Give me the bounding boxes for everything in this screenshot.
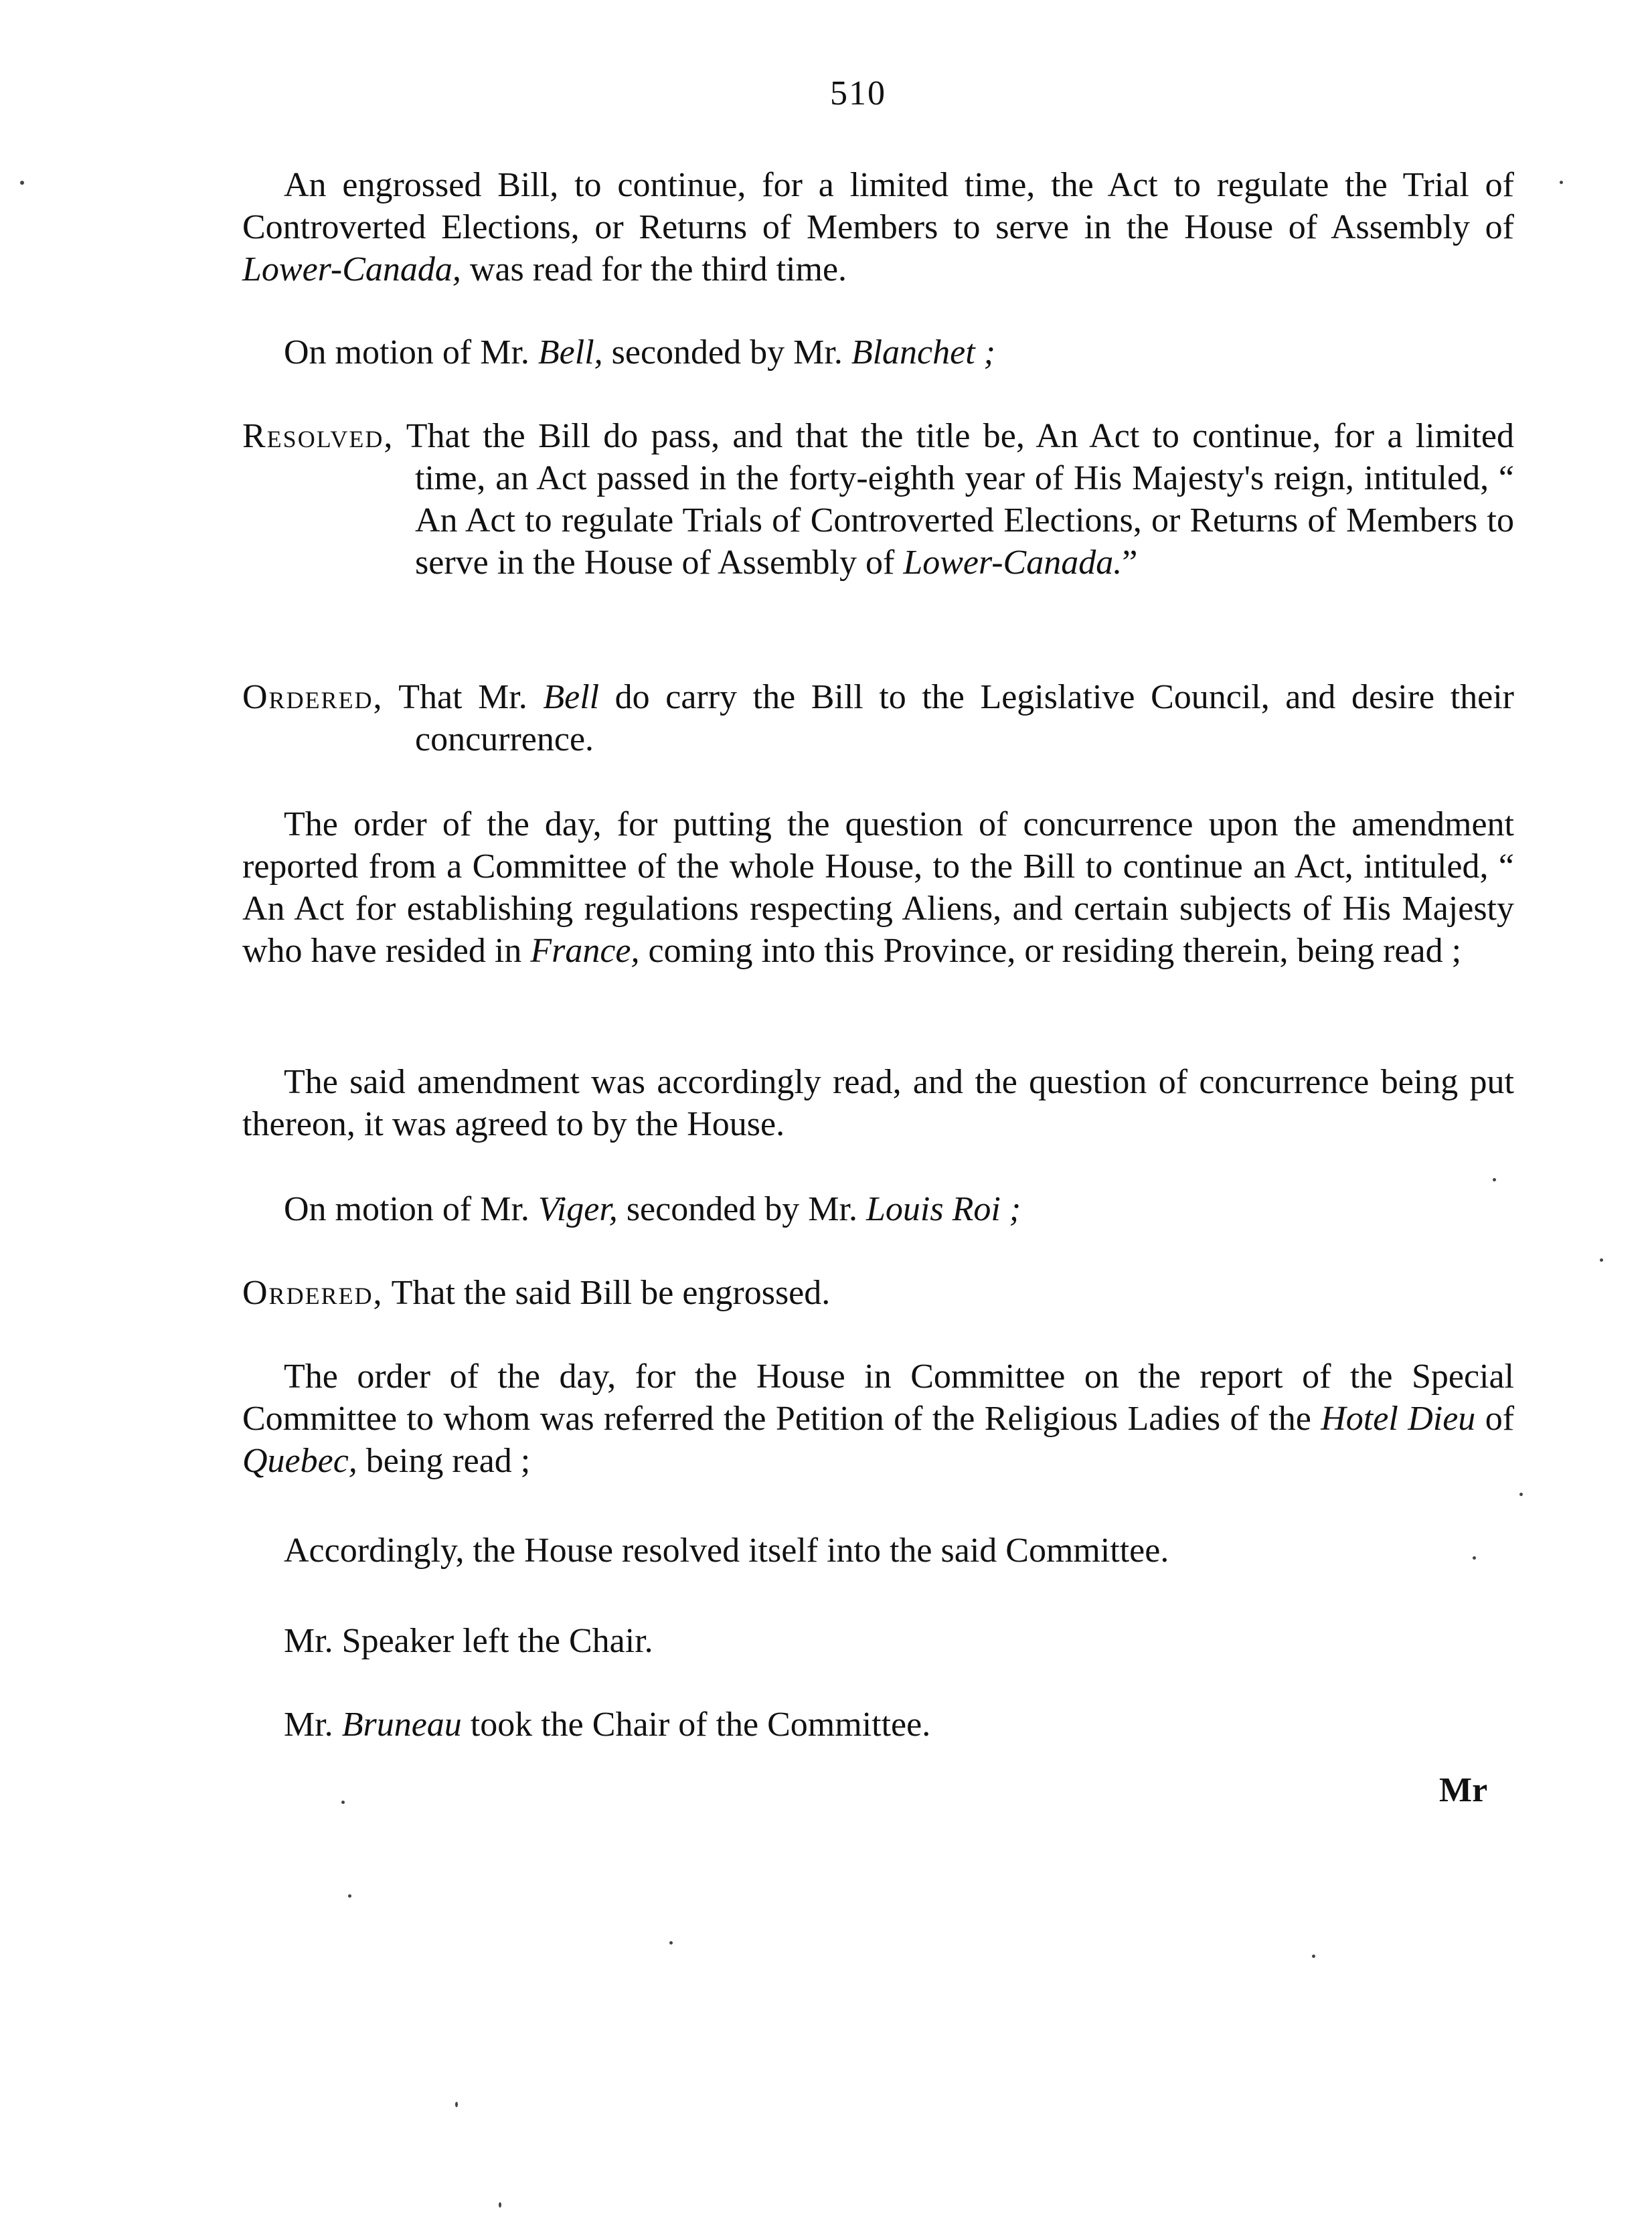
paragraph-text: On motion of Mr. bbox=[284, 333, 529, 372]
paragraph-text: took the Chair of the Committee. bbox=[470, 1706, 931, 1744]
italic-name: Bell, bbox=[538, 333, 603, 372]
paragraph-resolved bbox=[242, 415, 1514, 584]
catchword: Mr bbox=[1439, 1771, 1488, 1809]
paragraph-text: seconded by Mr. bbox=[626, 1190, 857, 1228]
italic-name: Bruneau bbox=[341, 1706, 462, 1744]
paragraph-text: was read for the third time. bbox=[469, 250, 847, 288]
page-number: 510 bbox=[830, 74, 886, 112]
paragraph-text: That the said Bill be engrossed. bbox=[391, 1274, 831, 1312]
paragraph-text: That the Bill do pass, and that the title be, An Act to continue, for a limited time, an Act passed in the forty-eighth year of His Majesty's reign, intituled, “ An Act to regulate Trials of Controverted Elections, or Returns of Members to serve in the House of Assembly of bbox=[406, 417, 1514, 582]
paragraph-text: coming into this Province, or residing therein, being read ; bbox=[648, 932, 1462, 970]
paragraph-speaker-left bbox=[242, 1620, 1514, 1662]
paragraph-bruneau-chair bbox=[242, 1704, 1514, 1746]
italic-name: Bell bbox=[543, 678, 600, 716]
paragraph-text: do carry the Bill to the Legislative Council, and desire their concurrence. bbox=[415, 678, 1514, 758]
paragraph-text: That Mr. bbox=[398, 678, 527, 716]
paragraph-motion-bell bbox=[242, 331, 1514, 374]
closing-quote: ” bbox=[1122, 544, 1138, 582]
italic-place: Lower-Canada. bbox=[903, 544, 1123, 582]
scan-speck bbox=[1519, 1493, 1523, 1496]
scan-speck bbox=[1600, 1258, 1603, 1262]
italic-place: France, bbox=[530, 932, 640, 970]
paragraph-text: The said amendment was accordingly read, and the question of concurrence being put thereon, it was agreed to by the House. bbox=[242, 1063, 1514, 1143]
scan-speck bbox=[341, 1801, 345, 1804]
scan-speck bbox=[20, 181, 24, 185]
scan-speck bbox=[1473, 1556, 1476, 1560]
paragraph-amendment-read bbox=[242, 1061, 1514, 1145]
italic-place: Quebec, bbox=[242, 1442, 357, 1480]
paragraph-text: An engrossed Bill, to continue, for a limited time, the Act to regulate the Trial of Controverted Elections, or Returns of Members to serve in the House of Assembly of bbox=[242, 166, 1514, 246]
paragraph-house-resolved bbox=[242, 1530, 1514, 1572]
paragraph-ordered-engrossed bbox=[242, 1272, 1514, 1314]
paragraph-text: On motion of Mr. bbox=[284, 1190, 529, 1228]
paragraph-order-aliens bbox=[242, 803, 1514, 972]
paragraph-order-hotel-dieu bbox=[242, 1355, 1514, 1482]
paragraph-text: being read ; bbox=[365, 1442, 531, 1480]
scan-speck bbox=[455, 2102, 458, 2107]
paragraph-text: Accordingly, the House resolved itself into the said Committee. bbox=[284, 1532, 1169, 1570]
scan-speck bbox=[348, 1894, 351, 1898]
italic-name: Viger, bbox=[538, 1190, 618, 1228]
italic-place: Lower-Canada, bbox=[242, 250, 461, 288]
paragraph-ordered-carry bbox=[242, 676, 1514, 760]
italic-name: Louis Roi ; bbox=[865, 1190, 1021, 1228]
paragraph-text: of bbox=[1485, 1400, 1515, 1438]
paragraph-engrossed-bill bbox=[242, 164, 1514, 291]
paragraph-text: The order of the day, for the House in Committee on the report of the Special Committee to whom was referred the Petition of the Religious Ladies of the bbox=[242, 1357, 1514, 1438]
scan-speck bbox=[669, 1941, 673, 1945]
scan-speck bbox=[499, 2202, 501, 2208]
resolved-label: Resolved, bbox=[242, 417, 394, 455]
italic-place: Hotel Dieu bbox=[1321, 1400, 1476, 1438]
scan-speck bbox=[1493, 1178, 1496, 1181]
paragraph-text: The order of the day, for putting the question of concurrence upon the amendment reported from a Committee of the whole House, to the Bill to continue an Act, intituled, “ An Act for establishing regulations respecting Aliens, and certain subjects of His Majesty who have resided in bbox=[242, 805, 1514, 970]
scan-speck bbox=[1560, 181, 1563, 184]
ordered-label: Ordered, bbox=[242, 1274, 384, 1312]
italic-name: Blanchet ; bbox=[851, 333, 995, 372]
paragraph-text: seconded by Mr. bbox=[611, 333, 843, 372]
paragraph-text: Mr. Speaker left the Chair. bbox=[284, 1622, 653, 1660]
ordered-label: Ordered, bbox=[242, 678, 384, 716]
paragraph-text: Mr. bbox=[284, 1706, 333, 1744]
scan-speck bbox=[1312, 1955, 1315, 1958]
paragraph-motion-viger bbox=[242, 1188, 1514, 1230]
